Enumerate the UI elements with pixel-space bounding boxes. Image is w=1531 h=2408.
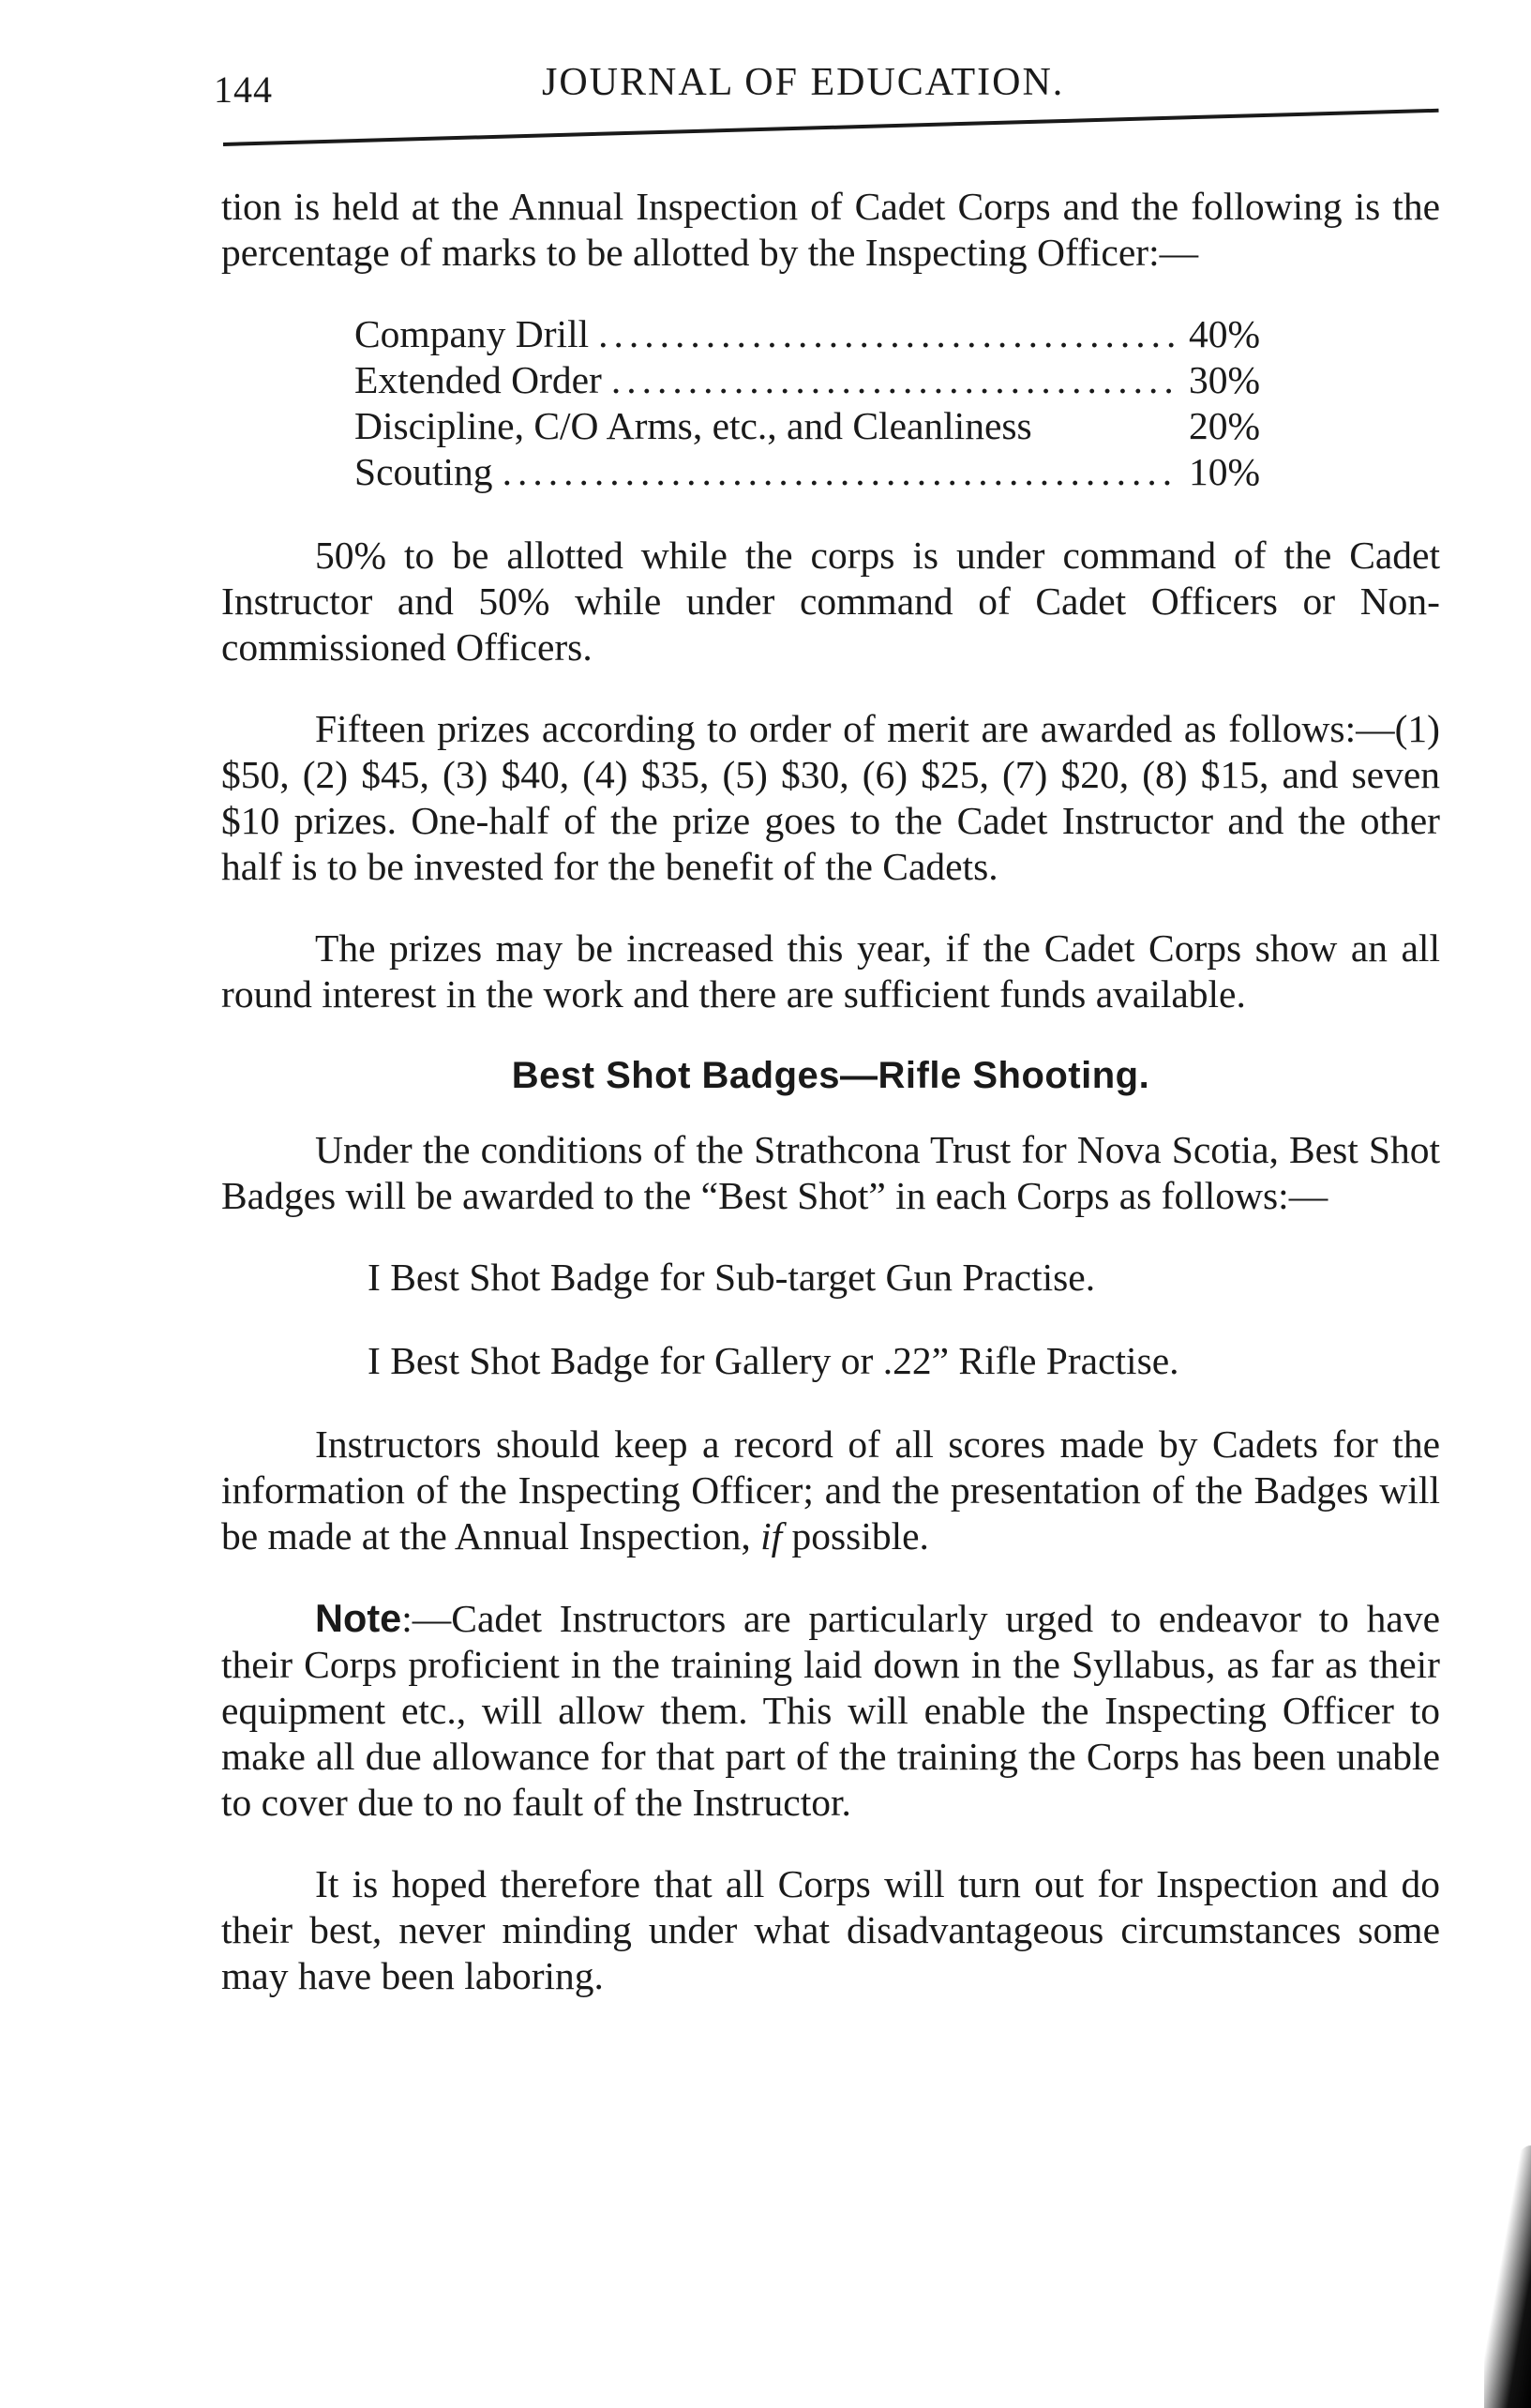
marks-value: 10% [1189, 450, 1261, 493]
marks-value: 20% [1189, 404, 1261, 447]
marks-row [354, 403, 1292, 449]
conditions-paragraph: Under the conditions of the Strathcona Trust for Nova Scotia, Best Shot Badges will be awarded to the “Best Shot” in each Corps as follows:— [221, 1128, 1440, 1217]
marks-row [354, 357, 1292, 403]
marks-value: 40% [1189, 312, 1261, 355]
section-heading: Best Shot Badges—Rifle Shooting. [511, 1055, 1150, 1096]
dot-leader [611, 357, 1179, 403]
marks-label: Company Drill [354, 312, 590, 355]
marks-table [354, 311, 1292, 495]
closing-paragraph: It is hoped therefore that all Corps will turn out for Inspection and do their best, never minding under what disadvantageous circumstances some may have been laboring. [221, 1862, 1440, 1997]
marks-row [354, 311, 1292, 357]
allotment-paragraph: 50% to be allotted while the corps is under command of the Cadet Instructor and 50% while under command of Cadet Officers or Non-commissioned Officers. [221, 534, 1440, 669]
badge-item: I Best Shot Badge for Gallery or .22” Rifle Practise. [368, 1339, 1179, 1382]
instructors-italic: if [760, 1514, 783, 1558]
instructors-text: Instructors should keep a record of all scores made by Cadets for the information of the Inspecting Officer; and the presentation of the Badges will be made at the Annual Inspection, [221, 1422, 1440, 1558]
page-number: 144 [214, 68, 273, 111]
increase-paragraph: The prizes may be increased this year, if the Cadet Corps show an all round interest in the work and there are sufficient funds available. [221, 926, 1440, 1016]
marks-value: 30% [1189, 358, 1261, 401]
badge-item: I Best Shot Badge for Sub-target Gun Practise. [368, 1256, 1096, 1299]
instructors-end: possible. [782, 1514, 929, 1558]
dot-leader [598, 311, 1179, 357]
marks-label: Extended Order [354, 358, 602, 401]
marks-label: Scouting [354, 450, 493, 493]
prizes-paragraph: Fifteen prizes according to order of merit are awarded as follows:—(1) $50, (2) $45, (3) $40, (4) $35, (5) $30, (6) $25, (7) $20, (8) $15, and seven $10 prizes. One-half of the prize goes to the Cadet Instructor and the other half is to be invested for the benefit of the Cadets. [221, 707, 1440, 888]
marks-label: Discipline, C/O Arms, etc., and Cleanliness [354, 404, 1032, 447]
header-rule [223, 109, 1439, 146]
marks-row [354, 449, 1292, 495]
instructors-paragraph [221, 1422, 1440, 1559]
note-label: Note [315, 1596, 402, 1640]
dot-leader [503, 449, 1179, 495]
intro-paragraph: tion is held at the Annual Inspection of Cadet Corps and the following is the percentage of marks to be allotted by the Inspecting Officer:— [221, 185, 1440, 274]
note-text: :—Cadet Instructors are particularly urged to endeavor to have their Corps proficient in the training laid down in the Syllabus, as far as their equipment etc., will allow them. This will enable the Inspecting Officer to make all due allowance for that part of the training the Corps has been unable to cover due to no fault of the Instructor. [221, 1597, 1440, 1824]
body-text [221, 184, 1440, 2035]
note-paragraph [221, 1595, 1440, 1826]
running-head: JOURNAL OF EDUCATION. [542, 61, 1065, 104]
page-edge-shadow [1484, 2145, 1531, 2408]
